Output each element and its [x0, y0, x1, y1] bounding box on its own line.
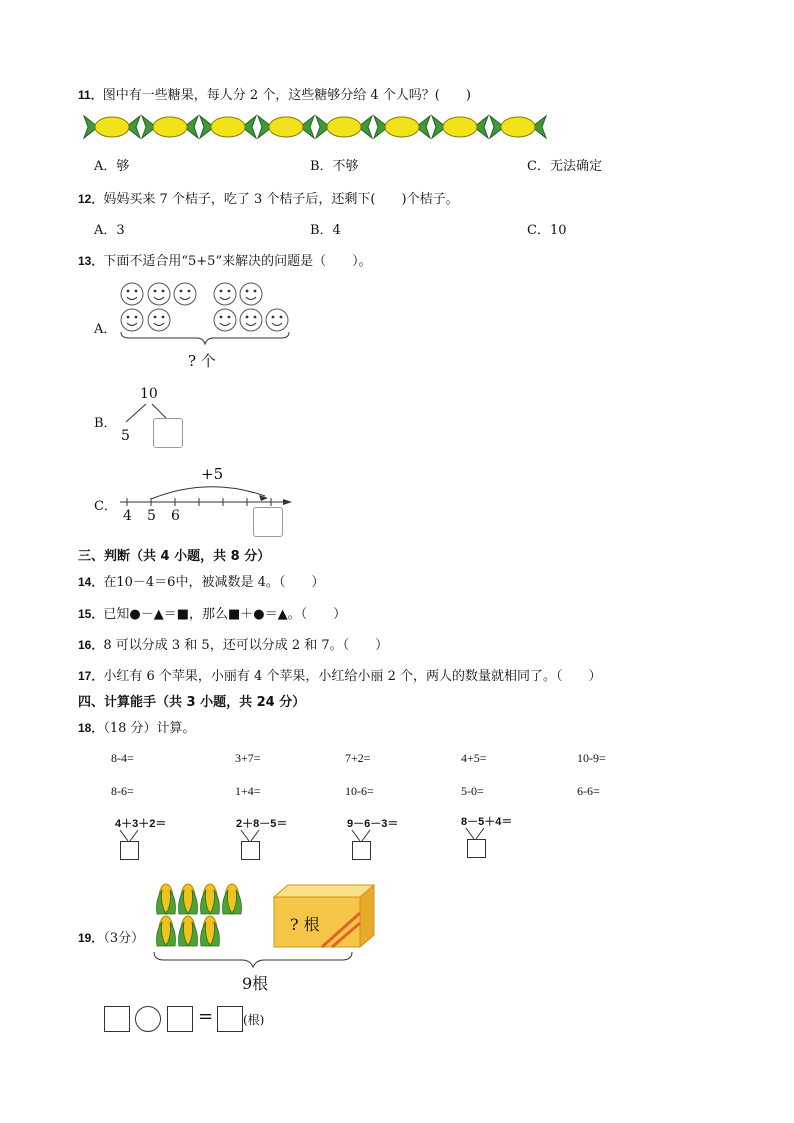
- smiley-face: [148, 283, 170, 305]
- closed-box-image: [270, 883, 380, 953]
- smiley-face: [174, 283, 196, 305]
- question-12: [78, 188, 459, 207]
- corn-cob: [179, 884, 198, 914]
- calc-r1-c1: 8-4=: [111, 751, 134, 765]
- smiley-eye: [154, 316, 157, 319]
- candy: [432, 116, 488, 138]
- question-17: [78, 665, 601, 684]
- brace: [121, 332, 289, 344]
- candy-body: [385, 117, 419, 137]
- chain-calc-2-step-box[interactable]: [241, 841, 260, 860]
- candy-body: [269, 117, 303, 137]
- number-bond-top: 10: [140, 386, 158, 402]
- equals-sign: =: [198, 1006, 214, 1027]
- smiley-eye: [220, 316, 223, 319]
- smiley-eye: [246, 290, 249, 293]
- smiley-face: [121, 309, 143, 331]
- question-text: 在10－4＝6中，被减数是 4。（ ）: [103, 575, 325, 590]
- chain-calc-4-step-box[interactable]: [467, 839, 486, 858]
- smiley-eye: [280, 316, 283, 319]
- smiley-face: [240, 283, 262, 305]
- smiley-face: [240, 309, 262, 331]
- equation-box-1[interactable]: [104, 1006, 130, 1032]
- question-number: 11．: [78, 88, 103, 102]
- number-line-tick-4: 4: [123, 508, 132, 524]
- number-line-jump-label: +5: [201, 465, 224, 483]
- question-text: 小红有 6 个苹果，小丽有 4 个苹果，小红给小丽 2 个，两人的数量就相同了。（ ）: [103, 669, 602, 684]
- question-text: （18 分）计算。: [103, 721, 196, 736]
- smiley-outline: [214, 283, 236, 305]
- number-line-tick-5: 5: [147, 508, 156, 524]
- axis-arrowhead: [283, 499, 292, 505]
- candy-body: [153, 117, 187, 137]
- q12-option-b[interactable]: B．4: [310, 223, 341, 238]
- q11-option-a[interactable]: A．够: [94, 159, 130, 174]
- candy-body: [443, 117, 477, 137]
- total-brace: [150, 950, 360, 970]
- smiley-outline: [240, 309, 262, 331]
- calc-r2-c4: 5-0=: [461, 784, 484, 798]
- corn-cob: [179, 916, 198, 946]
- question-text: 已知●－▲＝■，那么■＋●＝▲。（ ）: [103, 607, 347, 622]
- chain-calc-1-step-box[interactable]: [120, 841, 139, 860]
- calc-r2-c2: 1+4=: [235, 784, 261, 798]
- question-text: 妈妈买来 7 个桔子，吃了 3 个桔子后，还剩下( )个桔子。: [103, 192, 459, 207]
- smiley-eye: [220, 290, 223, 293]
- candy-body: [501, 117, 535, 137]
- smiley-eye: [254, 316, 257, 319]
- chain-calc-2: 2＋8－5＝: [236, 818, 288, 830]
- q13-option-b-label[interactable]: B．: [94, 416, 117, 431]
- operator-circle[interactable]: [135, 1006, 161, 1032]
- candy-body: [327, 117, 361, 137]
- question-number: 19．: [78, 931, 104, 945]
- candy: [316, 116, 372, 138]
- smiley-outline: [174, 283, 196, 305]
- number-bond-answer-box[interactable]: [153, 418, 183, 448]
- candy: [84, 116, 140, 138]
- box-top: [274, 885, 374, 897]
- smiley-eye: [254, 290, 257, 293]
- q13-option-a-label[interactable]: A．: [94, 322, 117, 337]
- question-11: [78, 84, 471, 103]
- candy-body: [211, 117, 245, 137]
- question-number: 15．: [78, 607, 104, 621]
- corn-cob: [157, 916, 176, 946]
- candy: [374, 116, 430, 138]
- calc-r1-c4: 4+5=: [461, 751, 487, 765]
- chain-calc-4: 8－5＋4＝: [461, 816, 513, 828]
- smiley-outline: [214, 309, 236, 331]
- q12-option-a[interactable]: A．3: [94, 223, 125, 238]
- question-number: 13．: [78, 254, 104, 268]
- question-13: [78, 250, 372, 269]
- q12-option-c[interactable]: C．10: [527, 223, 567, 238]
- smiley-eye: [180, 290, 183, 293]
- corn-cob: [201, 884, 220, 914]
- candy: [142, 116, 198, 138]
- smiley-eye: [228, 316, 231, 319]
- smiley-eye: [162, 316, 165, 319]
- chain-calc-1: 4＋3＋2＝: [115, 818, 167, 830]
- smiley-eye: [228, 290, 231, 293]
- smiley-face: [148, 309, 170, 331]
- smiley-outline: [148, 283, 170, 305]
- question-16: [78, 634, 388, 653]
- smiley-outline: [266, 309, 288, 331]
- question-text: 下面不适合用“5+5”来解决的问题是（ ）。: [103, 254, 372, 269]
- question-number: 16．: [78, 638, 104, 652]
- question-15: [78, 603, 346, 622]
- unit-label: (根): [243, 1013, 265, 1027]
- smiley-eye: [135, 316, 138, 319]
- question-19: [78, 927, 144, 946]
- question-number: 18．: [78, 721, 104, 735]
- smiley-outline: [148, 309, 170, 331]
- question-14: [78, 571, 324, 590]
- section-4-title: 四、计算能手（共 3 小题，共 24 分）: [78, 695, 306, 710]
- calc-r2-c1: 8-6=: [111, 784, 134, 798]
- smiley-face: [214, 309, 236, 331]
- smiley-face: [266, 309, 288, 331]
- smiley-eye: [246, 316, 249, 319]
- smiley-eye: [127, 290, 130, 293]
- corn-cobs-image: [152, 880, 252, 950]
- smiley-eye: [188, 290, 191, 293]
- candy: [258, 116, 314, 138]
- smiley-eye: [135, 290, 138, 293]
- question-text: （3分）: [103, 931, 145, 946]
- q11-option-c[interactable]: C．无法确定: [527, 159, 602, 174]
- candy-row-image: [90, 112, 570, 142]
- calc-r1-c2: 3+7=: [235, 751, 261, 765]
- question-18: [78, 717, 196, 736]
- smiley-face: [214, 283, 236, 305]
- jump-arc: [151, 487, 265, 499]
- q13-option-a-caption: ? 个: [188, 352, 216, 370]
- smiley-outline: [121, 283, 143, 305]
- q11-option-b[interactable]: B．不够: [310, 159, 359, 174]
- smiley-faces-image: [115, 280, 295, 350]
- question-text: 图中有一些糖果，每人分 2 个，这些糖够分给 4 个人吗？( ): [102, 88, 471, 103]
- number-bond-left: 5: [121, 428, 130, 444]
- corn-cob: [201, 916, 220, 946]
- candy: [200, 116, 256, 138]
- corn-cob: [157, 884, 176, 914]
- calc-r1-c5: 10-9=: [577, 751, 606, 765]
- smiley-face: [121, 283, 143, 305]
- question-number: 14．: [78, 575, 104, 589]
- section-3-title: 三、判断（共 4 小题，共 8 分）: [78, 549, 271, 564]
- number-line-answer-box[interactable]: [253, 507, 283, 537]
- chain-calc-3-step-box[interactable]: [352, 841, 371, 860]
- chain-calc-3: 9－6－3＝: [347, 818, 399, 830]
- equation-box-2[interactable]: [167, 1006, 193, 1032]
- number-line-tick-6: 6: [171, 508, 180, 524]
- total-label: 9根: [242, 974, 269, 993]
- candy-body: [95, 117, 129, 137]
- equation-result-box[interactable]: [217, 1006, 243, 1032]
- question-number: 12．: [78, 192, 104, 206]
- calc-r2-c5: 6-6=: [577, 784, 600, 798]
- calc-r1-c3: 7+2=: [345, 751, 371, 765]
- calc-r2-c3: 10-6=: [345, 784, 374, 798]
- box-label: ? 根: [290, 915, 320, 934]
- smiley-outline: [240, 283, 262, 305]
- smiley-eye: [272, 316, 275, 319]
- smiley-eye: [154, 290, 157, 293]
- question-number: 17．: [78, 669, 104, 683]
- q13-option-c-label[interactable]: C．: [94, 499, 117, 514]
- candy: [490, 116, 546, 138]
- question-text: 8 可以分成 3 和 5，还可以分成 2 和 7。（ ）: [103, 638, 389, 653]
- smiley-outline: [121, 309, 143, 331]
- smiley-eye: [162, 290, 165, 293]
- corn-cob: [223, 884, 242, 914]
- smiley-eye: [127, 316, 130, 319]
